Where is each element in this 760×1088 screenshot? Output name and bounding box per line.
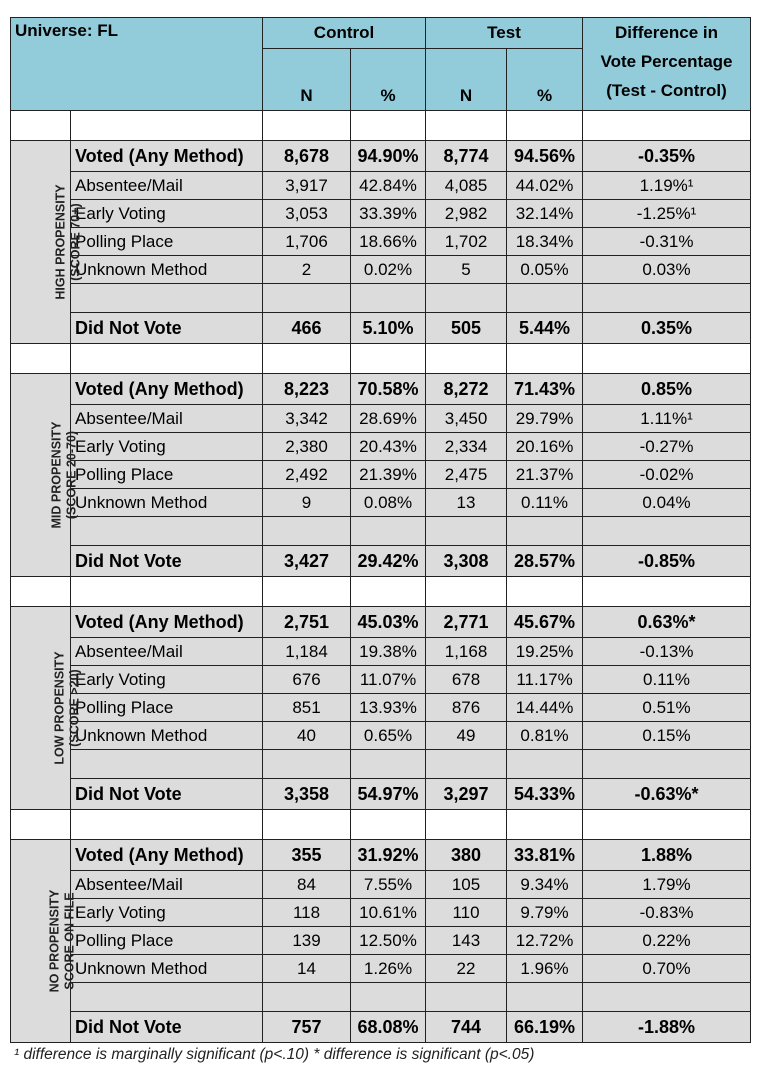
row-label: Polling Place: [71, 461, 263, 489]
table-row: [11, 374, 751, 405]
difference: -0.83%: [583, 899, 751, 927]
test-pct-header: %: [507, 49, 583, 111]
table-row: [11, 1012, 751, 1043]
control-n: 466: [263, 313, 351, 344]
control-n: 1,706: [263, 228, 351, 256]
difference: 0.22%: [583, 927, 751, 955]
control-pct: 45.03%: [351, 607, 426, 638]
control-pct: 70.58%: [351, 374, 426, 405]
empty-cell: [263, 111, 351, 141]
test-pct: 54.33%: [507, 779, 583, 810]
row-label: Voted (Any Method): [71, 607, 263, 638]
group-label: [11, 607, 82, 810]
control-n: 2,380: [263, 433, 351, 461]
difference-header: [583, 18, 751, 111]
control-pct: 7.55%: [351, 871, 426, 899]
empty-cell: [583, 517, 751, 546]
control-n: 2,751: [263, 607, 351, 638]
table-row: [11, 779, 751, 810]
test-n: 143: [426, 927, 507, 955]
test-pct: 71.43%: [507, 374, 583, 405]
difference: 0.63%*: [583, 607, 751, 638]
control-pct: 5.10%: [351, 313, 426, 344]
test-pct: 1.96%: [507, 955, 583, 983]
test-n: 3,308: [426, 546, 507, 577]
group-label-line: SCORE ON FILE: [62, 891, 77, 990]
control-pct: 0.02%: [351, 256, 426, 284]
table-row: [11, 313, 751, 344]
control-n: 8,678: [263, 141, 351, 172]
empty-cell: [351, 577, 426, 607]
blank-row: [11, 284, 751, 313]
test-n: 380: [426, 840, 507, 871]
control-pct: 54.97%: [351, 779, 426, 810]
group-label-line: LOW PROPENSITY: [52, 650, 67, 765]
empty-cell: [351, 750, 426, 779]
test-n: 105: [426, 871, 507, 899]
empty-cell: [11, 810, 71, 840]
group-label-text: [54, 184, 84, 299]
test-n: 678: [426, 666, 507, 694]
control-pct: 13.93%: [351, 694, 426, 722]
test-pct: 28.57%: [507, 546, 583, 577]
control-n-header: N: [263, 49, 351, 111]
test-n: 505: [426, 313, 507, 344]
test-pct: 9.79%: [507, 899, 583, 927]
control-pct: 11.07%: [351, 666, 426, 694]
empty-cell: [583, 577, 751, 607]
test-pct: 11.17%: [507, 666, 583, 694]
test-n: 876: [426, 694, 507, 722]
table-row: [11, 172, 751, 200]
table-row: [11, 694, 751, 722]
control-pct-header: %: [351, 49, 426, 111]
row-label: Unknown Method: [71, 489, 263, 517]
table-row: [11, 256, 751, 284]
difference: 0.11%: [583, 666, 751, 694]
test-pct: 44.02%: [507, 172, 583, 200]
difference: 1.88%: [583, 840, 751, 871]
empty-cell: [351, 983, 426, 1012]
results-table: [10, 17, 751, 1043]
difference-header-line: Difference in: [615, 23, 719, 42]
group-label-line: (SCORE 70+): [68, 202, 83, 281]
control-n: 2: [263, 256, 351, 284]
empty-cell: [263, 983, 351, 1012]
control-pct: 20.43%: [351, 433, 426, 461]
table-row: [11, 955, 751, 983]
empty-cell: [263, 344, 351, 374]
empty-cell: [507, 517, 583, 546]
empty-cell: [71, 810, 263, 840]
test-n: 4,085: [426, 172, 507, 200]
test-pct: 0.05%: [507, 256, 583, 284]
table-row: [11, 722, 751, 750]
table-row: [11, 546, 751, 577]
empty-cell: [583, 111, 751, 141]
empty-cell: [351, 111, 426, 141]
row-label: Absentee/Mail: [71, 871, 263, 899]
difference: 1.19%¹: [583, 172, 751, 200]
row-label: Polling Place: [71, 927, 263, 955]
row-label: Unknown Method: [71, 722, 263, 750]
difference: -0.27%: [583, 433, 751, 461]
difference: 1.11%¹: [583, 405, 751, 433]
control-n: 2,492: [263, 461, 351, 489]
control-n: 1,184: [263, 638, 351, 666]
row-label: Early Voting: [71, 666, 263, 694]
empty-cell: [583, 750, 751, 779]
difference: -1.25%¹: [583, 200, 751, 228]
test-pct: 14.44%: [507, 694, 583, 722]
universe-header: Universe: FL: [11, 18, 263, 111]
test-n: 5: [426, 256, 507, 284]
empty-cell: [583, 983, 751, 1012]
control-n: 40: [263, 722, 351, 750]
empty-cell: [71, 983, 263, 1012]
control-pct: 42.84%: [351, 172, 426, 200]
difference: 0.85%: [583, 374, 751, 405]
empty-cell: [263, 284, 351, 313]
control-n: 851: [263, 694, 351, 722]
table-row: [11, 489, 751, 517]
group-label: [11, 141, 83, 344]
test-n: 13: [426, 489, 507, 517]
row-label: Early Voting: [71, 200, 263, 228]
empty-cell: [351, 344, 426, 374]
blank-row: [11, 810, 751, 840]
row-label: Unknown Method: [71, 256, 263, 284]
test-pct: 94.56%: [507, 141, 583, 172]
empty-cell: [507, 577, 583, 607]
difference: -0.02%: [583, 461, 751, 489]
test-n: 3,450: [426, 405, 507, 433]
empty-cell: [426, 810, 507, 840]
table-row: [11, 141, 751, 172]
control-n: 355: [263, 840, 351, 871]
difference: 0.04%: [583, 489, 751, 517]
row-label: Early Voting: [71, 433, 263, 461]
control-pct: 68.08%: [351, 1012, 426, 1043]
blank-row: [11, 983, 751, 1012]
empty-cell: [263, 810, 351, 840]
row-label: Voted (Any Method): [71, 374, 263, 405]
difference: -1.88%: [583, 1012, 751, 1043]
test-n: 744: [426, 1012, 507, 1043]
test-n: 2,771: [426, 607, 507, 638]
control-n: 3,053: [263, 200, 351, 228]
test-n-header: N: [426, 49, 507, 111]
table-row: [11, 433, 751, 461]
empty-cell: [507, 810, 583, 840]
difference: -0.85%: [583, 546, 751, 577]
control-n: 3,342: [263, 405, 351, 433]
test-pct: 20.16%: [507, 433, 583, 461]
row-label: Absentee/Mail: [71, 405, 263, 433]
empty-cell: [507, 111, 583, 141]
test-pct: 45.67%: [507, 607, 583, 638]
difference: -0.31%: [583, 228, 751, 256]
test-n: 1,702: [426, 228, 507, 256]
control-pct: 31.92%: [351, 840, 426, 871]
group-label-text: [53, 651, 83, 764]
control-n: 9: [263, 489, 351, 517]
empty-cell: [71, 344, 263, 374]
difference-header-line: Vote Percentage: [600, 52, 733, 71]
control-n: 3,427: [263, 546, 351, 577]
empty-cell: [11, 111, 71, 141]
difference: 0.15%: [583, 722, 751, 750]
row-label: Polling Place: [71, 228, 263, 256]
test-n: 8,774: [426, 141, 507, 172]
control-pct: 10.61%: [351, 899, 426, 927]
blank-row: [11, 344, 751, 374]
test-pct: 18.34%: [507, 228, 583, 256]
row-label: Voted (Any Method): [71, 141, 263, 172]
control-n: 84: [263, 871, 351, 899]
row-label: Did Not Vote: [71, 546, 263, 577]
empty-cell: [426, 517, 507, 546]
test-n: 2,982: [426, 200, 507, 228]
empty-cell: [11, 344, 71, 374]
test-pct: 21.37%: [507, 461, 583, 489]
empty-cell: [263, 577, 351, 607]
control-pct: 18.66%: [351, 228, 426, 256]
empty-cell: [583, 284, 751, 313]
control-pct: 12.50%: [351, 927, 426, 955]
control-pct: 28.69%: [351, 405, 426, 433]
test-pct: 0.81%: [507, 722, 583, 750]
table-row: [11, 666, 751, 694]
empty-cell: [426, 577, 507, 607]
row-label: Polling Place: [71, 694, 263, 722]
empty-cell: [507, 750, 583, 779]
difference: 0.70%: [583, 955, 751, 983]
test-pct: 32.14%: [507, 200, 583, 228]
empty-cell: [426, 284, 507, 313]
difference: -0.63%*: [583, 779, 751, 810]
empty-cell: [507, 344, 583, 374]
row-label: Did Not Vote: [71, 313, 263, 344]
control-pct: 0.08%: [351, 489, 426, 517]
control-n: 676: [263, 666, 351, 694]
control-pct: 29.42%: [351, 546, 426, 577]
control-n: 139: [263, 927, 351, 955]
table-row: [11, 200, 751, 228]
row-label: Absentee/Mail: [71, 172, 263, 200]
empty-cell: [426, 750, 507, 779]
table-row: [11, 638, 751, 666]
test-n: 2,475: [426, 461, 507, 489]
difference: 0.35%: [583, 313, 751, 344]
table-row: [11, 228, 751, 256]
empty-cell: [71, 111, 263, 141]
empty-cell: [426, 111, 507, 141]
group-label-text: [47, 889, 77, 992]
control-n: 14: [263, 955, 351, 983]
difference: -0.35%: [583, 141, 751, 172]
empty-cell: [71, 750, 263, 779]
empty-cell: [71, 517, 263, 546]
empty-cell: [583, 344, 751, 374]
test-n: 110: [426, 899, 507, 927]
group-label: [11, 840, 77, 1043]
test-pct: 9.34%: [507, 871, 583, 899]
test-n: 49: [426, 722, 507, 750]
test-n: 2,334: [426, 433, 507, 461]
empty-cell: [71, 284, 263, 313]
test-n: 3,297: [426, 779, 507, 810]
group-label-line: (SCORE >20): [67, 668, 82, 747]
empty-cell: [11, 577, 71, 607]
group-label-line: (SCORE 20-70): [64, 430, 79, 519]
control-pct: 33.39%: [351, 200, 426, 228]
empty-cell: [71, 577, 263, 607]
empty-cell: [507, 284, 583, 313]
table-row: [11, 461, 751, 489]
control-n: 8,223: [263, 374, 351, 405]
footnote: ¹ difference is marginally significant (p<.10) * difference is significant (p<.05): [14, 1046, 535, 1063]
table-row: [11, 840, 751, 871]
test-n: 8,272: [426, 374, 507, 405]
group-label-text: [49, 421, 79, 528]
test-pct: 12.72%: [507, 927, 583, 955]
control-n: 757: [263, 1012, 351, 1043]
control-pct: 19.38%: [351, 638, 426, 666]
row-label: Unknown Method: [71, 955, 263, 983]
test-header: Test: [426, 18, 583, 49]
test-pct: 66.19%: [507, 1012, 583, 1043]
test-pct: 33.81%: [507, 840, 583, 871]
test-pct: 0.11%: [507, 489, 583, 517]
empty-cell: [351, 284, 426, 313]
row-label: Early Voting: [71, 899, 263, 927]
empty-cell: [507, 983, 583, 1012]
empty-cell: [426, 983, 507, 1012]
control-pct: 21.39%: [351, 461, 426, 489]
control-pct: 94.90%: [351, 141, 426, 172]
table-row: [11, 607, 751, 638]
group-label-line: HIGH PROPENSITY: [53, 183, 68, 300]
control-n: 118: [263, 899, 351, 927]
control-n: 3,358: [263, 779, 351, 810]
difference: 0.51%: [583, 694, 751, 722]
table-row: [11, 927, 751, 955]
test-n: 1,168: [426, 638, 507, 666]
row-label: Did Not Vote: [71, 779, 263, 810]
difference: 0.03%: [583, 256, 751, 284]
test-pct: 19.25%: [507, 638, 583, 666]
table-row: [11, 871, 751, 899]
difference: 1.79%: [583, 871, 751, 899]
empty-cell: [426, 344, 507, 374]
empty-cell: [263, 750, 351, 779]
test-pct: 29.79%: [507, 405, 583, 433]
control-pct: 0.65%: [351, 722, 426, 750]
group-label-line: NO PROPENSITY: [47, 889, 62, 992]
row-label: Absentee/Mail: [71, 638, 263, 666]
difference-header-line: (Test - Control): [606, 81, 727, 100]
row-label: Voted (Any Method): [71, 840, 263, 871]
control-pct: 1.26%: [351, 955, 426, 983]
blank-row: [11, 111, 751, 141]
control-n: 3,917: [263, 172, 351, 200]
row-label: Did Not Vote: [71, 1012, 263, 1043]
table-row: [11, 899, 751, 927]
empty-cell: [351, 517, 426, 546]
empty-cell: [351, 810, 426, 840]
test-n: 22: [426, 955, 507, 983]
empty-cell: [263, 517, 351, 546]
blank-row: [11, 750, 751, 779]
group-label-line: MID PROPENSITY: [49, 421, 64, 528]
blank-row: [11, 577, 751, 607]
difference: -0.13%: [583, 638, 751, 666]
empty-cell: [583, 810, 751, 840]
blank-row: [11, 517, 751, 546]
group-label: [11, 374, 79, 577]
table-row: [11, 405, 751, 433]
control-header: Control: [263, 18, 426, 49]
test-pct: 5.44%: [507, 313, 583, 344]
